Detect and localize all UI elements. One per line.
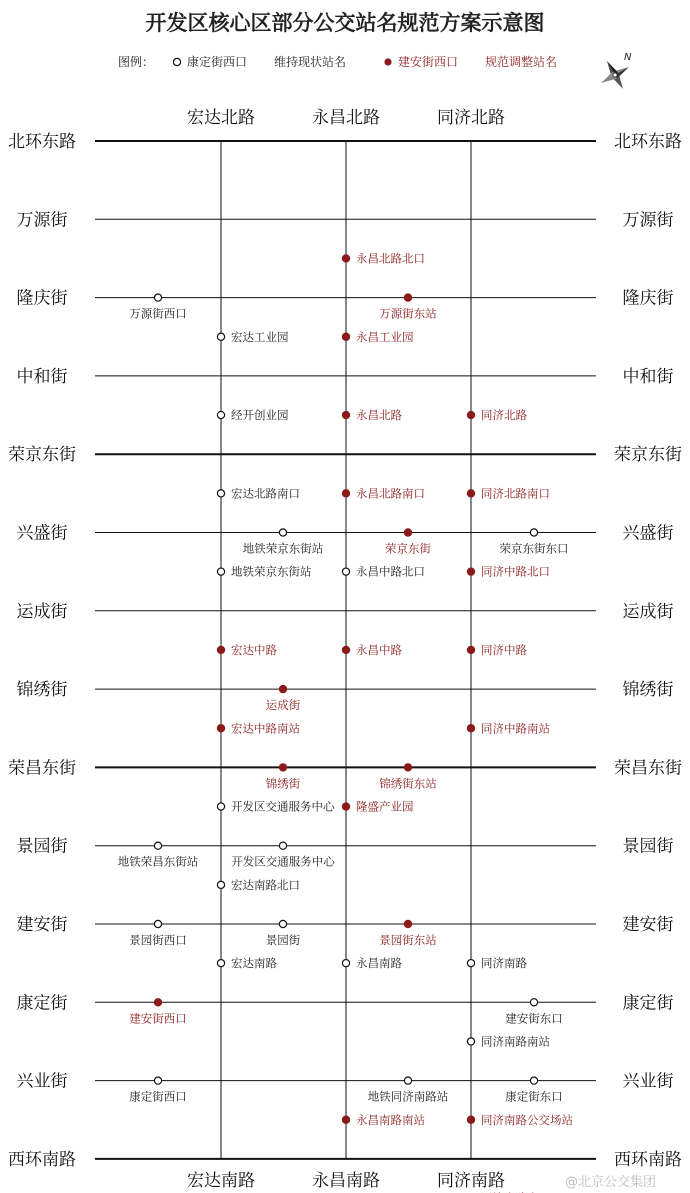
stop-marker-10 (342, 490, 349, 497)
stop-label-8: 同济北路 (481, 408, 527, 423)
stop-label-32: 景园街 (265, 933, 301, 947)
stop-marker-43 (342, 1116, 349, 1123)
stop-marker-13 (404, 529, 411, 536)
legend-keep-desc: 维持现状站名 (274, 55, 347, 69)
legend-keep-example: 康定街西口 (187, 55, 248, 69)
stop-label-33: 景园街东站 (379, 933, 437, 947)
stop-label-2: 万源街西口 (129, 306, 187, 321)
stop-label-16: 永昌中路北口 (356, 564, 425, 579)
stop-marker-25 (404, 764, 411, 771)
road-label-left-13: 兴业街 (16, 1071, 68, 1092)
stop-label-13: 荣京东街 (385, 541, 431, 556)
road-label-right-14: 西环南路 (614, 1149, 682, 1170)
stop-marker-36 (467, 960, 474, 967)
stop-label-40: 康定街西口 (129, 1089, 187, 1104)
stop-label-17: 同济中路北口 (481, 564, 550, 579)
stop-label-31: 景园街西口 (129, 933, 187, 947)
stop-marker-34 (217, 960, 224, 967)
stop-label-41: 地铁同济南路站 (367, 1089, 449, 1104)
legend-adjust-marker (384, 58, 391, 65)
road-label-right-7: 运成街 (622, 601, 674, 622)
stop-marker-2 (154, 294, 161, 301)
stop-marker-11 (467, 490, 474, 497)
stop-marker-5 (342, 333, 349, 340)
stop-label-4: 宏达工业园 (231, 329, 289, 344)
stop-marker-21 (279, 686, 286, 693)
stop-marker-12 (279, 529, 286, 536)
road-label-right-12: 康定街 (622, 993, 674, 1014)
stop-label-10: 永昌北路南口 (356, 486, 425, 501)
stop-label-36: 同济南路 (481, 956, 527, 971)
stop-label-34: 宏达南路 (231, 956, 277, 971)
stop-label-42: 康定街东口 (505, 1089, 563, 1104)
stop-label-5: 永昌工业园 (356, 329, 414, 344)
road-label-right-9: 荣昌东街 (614, 758, 682, 779)
stop-marker-30 (217, 881, 224, 888)
stop-label-19: 永昌中路 (356, 642, 402, 657)
stop-marker-29 (279, 842, 286, 849)
vertical-road-bottom-3: 同济南路 (437, 1171, 505, 1191)
stop-marker-24 (279, 764, 286, 771)
stop-label-20: 同济中路 (481, 642, 527, 657)
stop-marker-17 (467, 568, 474, 575)
stop-marker-26 (217, 803, 224, 810)
stop-marker-19 (342, 646, 349, 653)
road-label-right-1: 北环东路 (614, 132, 682, 152)
bus-stops (118, 251, 573, 1193)
stop-label-1: 永昌北路北口 (356, 251, 425, 266)
road-label-left-10: 景园街 (16, 836, 68, 857)
road-label-left-1: 北环东路 (8, 132, 76, 152)
road-label-left-6: 兴盛街 (16, 523, 68, 544)
road-label-right-5: 荣京东街 (614, 445, 682, 466)
stop-label-9: 宏达北路南口 (231, 486, 300, 501)
stop-marker-33 (404, 920, 411, 927)
vertical-road-top-3: 同济北路 (437, 108, 505, 128)
stop-label-39: 同济南路南站 (481, 1034, 550, 1049)
stop-marker-16 (342, 568, 349, 575)
stop-marker-40 (154, 1077, 161, 1084)
stop-marker-38 (530, 999, 537, 1006)
watermark: @北京公交集团 (565, 1175, 657, 1190)
stop-marker-20 (467, 646, 474, 653)
stop-marker-32 (279, 920, 286, 927)
stop-label-6: 经开创业园 (231, 408, 289, 423)
road-label-right-11: 建安街 (622, 915, 674, 935)
road-label-left-8: 锦绣街 (16, 680, 68, 701)
stop-label-27: 隆盛产业园 (356, 799, 414, 814)
stop-label-18: 宏达中路 (231, 642, 277, 657)
stop-label-44: 同济南路公交场站 (481, 1112, 573, 1127)
stop-label-26: 开发区交通服务中心 (231, 799, 335, 814)
stop-marker-35 (342, 960, 349, 967)
stop-label-25: 锦绣街东站 (379, 776, 437, 791)
stop-label-37: 建安街西口 (129, 1011, 187, 1026)
legend-adjust-example: 建安街西口 (398, 55, 459, 69)
stop-marker-28 (154, 842, 161, 849)
road-label-left-4: 中和街 (16, 366, 68, 387)
road-label-right-10: 景园街 (622, 836, 674, 857)
legend-adjust-desc: 规范调整站名 (485, 55, 558, 69)
stop-marker-14 (530, 529, 537, 536)
legend-keep-marker (173, 58, 180, 65)
road-label-right-4: 中和街 (622, 366, 674, 387)
stop-marker-6 (217, 411, 224, 418)
road-label-left-14: 西环南路 (8, 1149, 76, 1170)
stop-marker-42 (530, 1077, 537, 1084)
stop-marker-39 (467, 1038, 474, 1045)
stop-label-28: 地铁荣昌东街站 (117, 854, 199, 869)
legend-label: 图例： (118, 55, 155, 69)
road-label-left-5: 荣京东街 (8, 445, 76, 466)
road-label-left-3: 隆庆街 (16, 288, 68, 309)
stop-marker-44 (467, 1116, 474, 1123)
vertical-road-bottom-1: 宏达南路 (187, 1171, 255, 1191)
stop-label-7: 永昌北路 (356, 408, 402, 423)
stop-marker-4 (217, 333, 224, 340)
stop-label-38: 建安街东口 (505, 1011, 563, 1026)
stop-label-21: 运成街 (265, 698, 301, 713)
vertical-road-top-2: 永昌北路 (312, 108, 380, 128)
road-label-left-12: 康定街 (16, 993, 68, 1014)
stop-label-23: 同济中路南站 (481, 721, 550, 736)
stop-label-24: 锦绣街 (265, 776, 301, 791)
stop-marker-31 (154, 920, 161, 927)
stop-label-22: 宏达中路南站 (231, 721, 300, 736)
vertical-road-top-1: 宏达北路 (187, 108, 255, 128)
road-label-right-8: 锦绣街 (622, 680, 674, 701)
stop-marker-8 (467, 411, 474, 418)
stop-marker-41 (404, 1077, 411, 1084)
stop-marker-18 (217, 646, 224, 653)
stop-marker-7 (342, 411, 349, 418)
stop-marker-27 (342, 803, 349, 810)
stop-marker-9 (217, 490, 224, 497)
vertical-road-bottom-2: 永昌南路 (312, 1171, 380, 1191)
legend (118, 54, 557, 69)
road-label-left-11: 建安街 (16, 915, 68, 935)
road-label-left-7: 运成街 (16, 601, 68, 622)
stop-marker-23 (467, 725, 474, 732)
stop-label-12: 地铁荣京东街站 (242, 541, 324, 556)
stop-marker-3 (404, 294, 411, 301)
stop-label-29: 开发区交通服务中心 (231, 854, 335, 869)
stop-marker-15 (217, 568, 224, 575)
stop-marker-22 (217, 725, 224, 732)
stop-label-11: 同济北路南口 (481, 486, 550, 501)
road-label-right-6: 兴盛街 (622, 523, 674, 544)
stop-label-3: 万源街东站 (379, 306, 437, 321)
road-label-right-13: 兴业街 (622, 1071, 674, 1092)
stop-marker-1 (342, 255, 349, 262)
stop-label-35: 永昌南路 (356, 956, 402, 971)
road-label-right-2: 万源街 (622, 210, 674, 231)
stop-label-43: 永昌南路南站 (356, 1112, 425, 1127)
road-label-right-3: 隆庆街 (622, 288, 674, 309)
road-label-left-2: 万源街 (16, 210, 68, 231)
stop-label-15: 地铁荣京东街站 (231, 564, 312, 579)
compass-letter: N (624, 52, 632, 63)
map-title: 开发区核心区部分公交站名规范方案示意图 (145, 11, 545, 35)
stop-marker-37 (154, 999, 161, 1006)
stop-label-14: 荣京东街东口 (499, 541, 569, 556)
stop-label-30: 宏达南路北口 (231, 877, 300, 892)
road-label-left-9: 荣昌东街 (8, 758, 76, 779)
